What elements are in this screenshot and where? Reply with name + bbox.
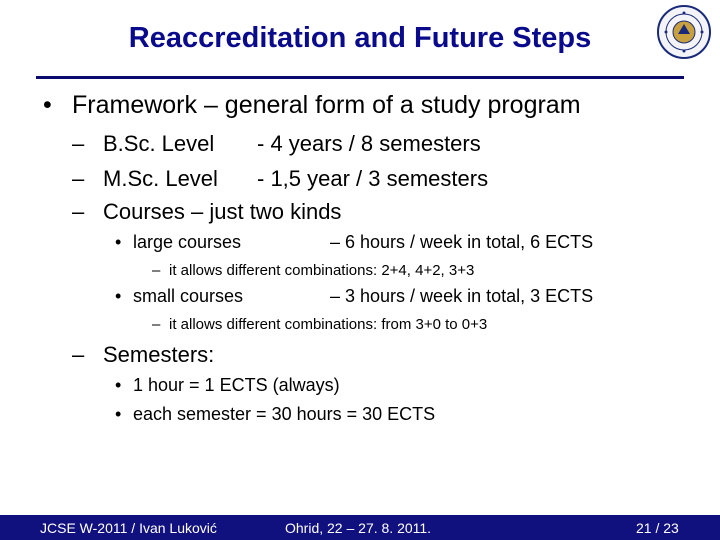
bullet-marker: •: [115, 232, 122, 252]
dash-marker: –: [152, 316, 161, 333]
footer-author: JCSE W-2011 / Ivan Luković: [40, 520, 217, 536]
slide-title: Reaccreditation and Future Steps: [128, 22, 592, 54]
bullet-marker: •: [43, 91, 52, 119]
university-seal-icon: [656, 4, 712, 60]
dash-marker: –: [152, 262, 161, 279]
footer-bar: [0, 515, 720, 540]
msc-level-desc: - 1,5 year / 3 semesters: [257, 166, 489, 191]
msc-level-label: M.Sc. Level: [103, 166, 218, 191]
bullet-marker: •: [115, 286, 122, 306]
semester-item: each semester = 30 hours = 30 ECTS: [133, 404, 436, 424]
small-courses-desc: – 3 hours / week in total, 3 ECTS: [330, 286, 594, 306]
courses-heading: Courses – just two kinds: [103, 199, 342, 224]
dash-marker: –: [72, 342, 85, 367]
semesters-heading: Semesters:: [103, 342, 215, 367]
bullet-marker: •: [115, 404, 122, 424]
page-number: 21 / 23: [636, 520, 679, 536]
bsc-level-desc: - 4 years / 8 semesters: [257, 131, 481, 156]
bullet-marker: •: [115, 375, 122, 395]
dash-marker: –: [72, 131, 85, 156]
large-courses-desc: – 6 hours / week in total, 6 ECTS: [330, 232, 594, 252]
semester-item: 1 hour = 1 ECTS (always): [133, 375, 340, 395]
large-courses-label: large courses: [133, 232, 242, 252]
dash-marker: –: [72, 199, 85, 224]
title-divider: [36, 76, 684, 79]
bsc-level-label: B.Sc. Level: [103, 131, 215, 156]
small-courses-note: it allows different combinations: from 3+0 to 0+3: [169, 316, 488, 333]
small-courses-label: small courses: [133, 286, 244, 306]
framework-bullet: Framework – general form of a study program: [72, 91, 581, 119]
dash-marker: –: [72, 166, 85, 191]
footer-event: Ohrid, 22 – 27. 8. 2011.: [285, 520, 432, 536]
large-courses-note: it allows different combinations: 2+4, 4+2, 3+3: [169, 262, 475, 279]
